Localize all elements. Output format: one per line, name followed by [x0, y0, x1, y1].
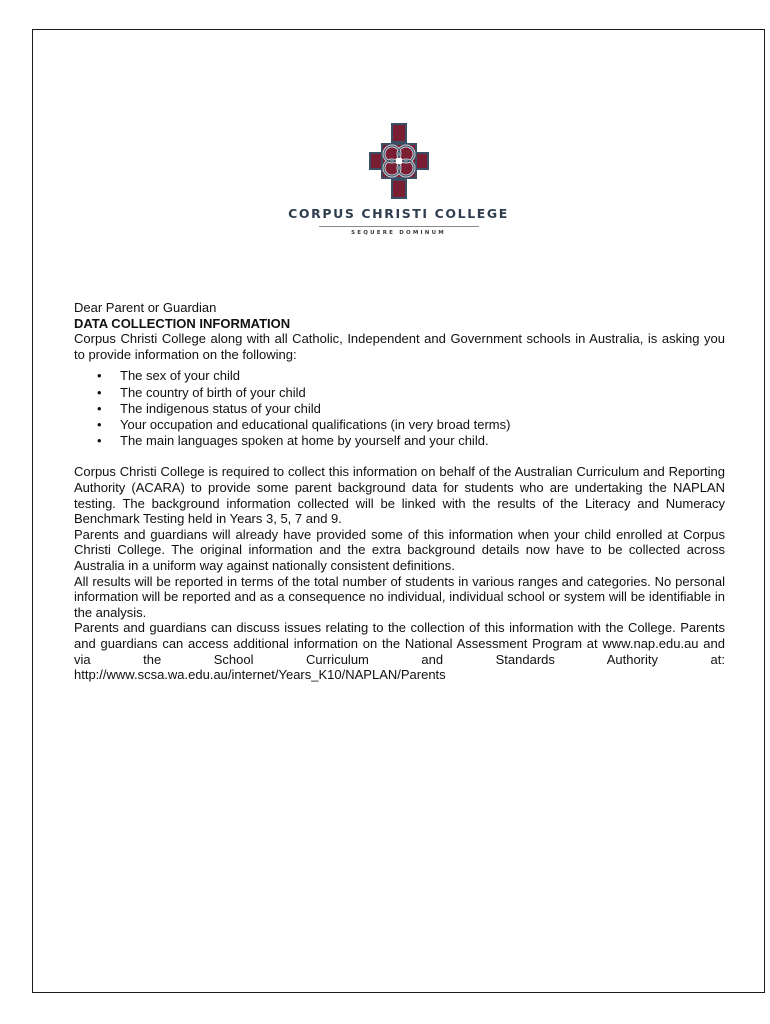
letter-page	[32, 29, 765, 993]
enrolment-paragraph: Parents and guardians will already have provided some of this information when your child enrolled at Corpus Christi College. The original information and the extra background details now have to be collected across Australia in a uniform way against nationally consistent definitions.	[74, 526, 725, 573]
info-list	[74, 368, 725, 449]
list-item: • The sex of your child	[97, 368, 240, 384]
bullet-icon: •	[97, 368, 102, 384]
list-item: • The country of birth of your child	[97, 384, 306, 400]
school-motto: SEQUERE DOMINUM	[351, 230, 446, 236]
bullet-icon: •	[97, 416, 102, 432]
list-item: • The main languages spoken at home by yourself and your child.	[97, 433, 489, 449]
bullet-icon: •	[97, 400, 102, 416]
celtic-cross-crest-icon	[367, 122, 431, 200]
school-name: CORPUS CHRISTI COLLEGE	[288, 206, 509, 221]
list-item: • The indigenous status of your child	[97, 400, 321, 416]
list-item: • Your occupation and educational qualifications (in very broad terms)	[97, 416, 511, 432]
school-logo	[33, 122, 764, 236]
contact-paragraph: Parents and guardians can discuss issues relating to the collection of this information with the College. Parents and guardians can access additional information on the National Assessment Program at www.nap.edu.au and via the School Curriculum and Standards Authority at: http://www.scsa.wa.edu.au/internet/Years_K10/NAPLAN/Parents	[74, 620, 725, 683]
bullet-icon: •	[97, 384, 102, 400]
letter-heading: DATA COLLECTION INFORMATION	[74, 315, 291, 331]
reporting-paragraph: All results will be reported in terms of the total number of students in various ranges and categories. No personal information will be reported and as a consequence no individual, individual school or system will be identifiable in the analysis.	[74, 573, 725, 620]
intro-paragraph: Corpus Christi College along with all Catholic, Independent and Government schools in Australia, is asking you to provide information on the following:	[74, 331, 725, 362]
salutation: Dear Parent or Guardian	[74, 300, 217, 315]
bullet-icon: •	[97, 433, 102, 449]
motto-divider	[319, 226, 479, 227]
acara-paragraph: Corpus Christi College is required to collect this information on behalf of the Australian Curriculum and Reporting Authority (ACARA) to provide some parent background data for students who are undertaking the NAPLAN testing. The background information collected will be linked with the results of the Literacy and Numeracy Benchmark Testing held in Years 3, 5, 7 and 9.	[74, 464, 725, 527]
letter-body	[74, 300, 725, 683]
